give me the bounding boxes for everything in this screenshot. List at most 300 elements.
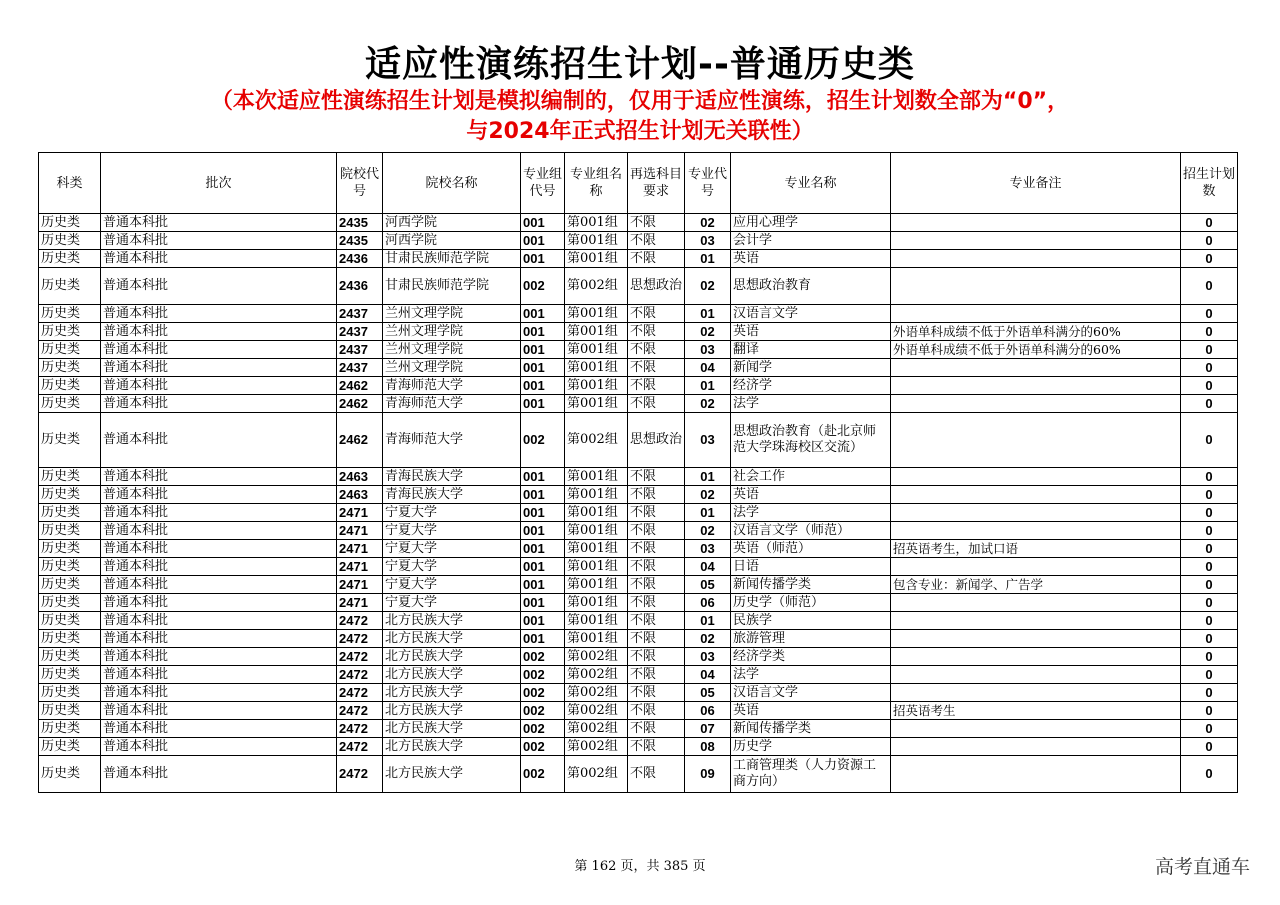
- cell-school-name: 北方民族大学: [383, 630, 521, 648]
- cell-school-code: 2472: [337, 666, 383, 684]
- cell-school-name: 北方民族大学: [383, 702, 521, 720]
- cell-school-code: 2471: [337, 594, 383, 612]
- cell-school-code: 2463: [337, 486, 383, 504]
- cell-subject-req: 不限: [628, 576, 685, 594]
- cell-school-name: 河西学院: [383, 214, 521, 232]
- cell-group-name: 第001组: [565, 558, 628, 576]
- cell-plan-count: 0: [1181, 702, 1238, 720]
- subtitle-line-1: （本次适应性演练招生计划是模拟编制的，仅用于适应性演练，招生计划数全部为“0”，: [210, 89, 1070, 114]
- cell-group-code: 002: [521, 413, 565, 468]
- cell-group-code: 001: [521, 305, 565, 323]
- table-row: [39, 232, 1238, 250]
- cell-batch: 普通本科批: [101, 323, 337, 341]
- cell-batch: 普通本科批: [101, 214, 337, 232]
- cell-subject-req: 不限: [628, 666, 685, 684]
- cell-subject-req: 不限: [628, 305, 685, 323]
- cell-group-name: 第001组: [565, 232, 628, 250]
- col-header-group-code: 专业组代号: [521, 153, 565, 214]
- cell-group-name: 第002组: [565, 648, 628, 666]
- cell-major-notes: [891, 522, 1181, 540]
- table-row: [39, 250, 1238, 268]
- cell-major-notes: [891, 359, 1181, 377]
- cell-group-name: 第001组: [565, 214, 628, 232]
- cell-major-notes: [891, 214, 1181, 232]
- cell-major-code: 02: [685, 486, 731, 504]
- page-number: 第 162 页，共 385 页: [574, 859, 706, 874]
- cell-major-notes: [891, 250, 1181, 268]
- table-row: [39, 540, 1238, 558]
- cell-batch: 普通本科批: [101, 268, 337, 305]
- cell-batch: 普通本科批: [101, 666, 337, 684]
- cell-school-code: 2437: [337, 341, 383, 359]
- cell-category: 历史类: [39, 214, 101, 232]
- cell-school-name: 青海民族大学: [383, 486, 521, 504]
- cell-major-notes: [891, 558, 1181, 576]
- cell-plan-count: 0: [1181, 359, 1238, 377]
- cell-major-code: 04: [685, 666, 731, 684]
- cell-major-code: 01: [685, 468, 731, 486]
- cell-major-code: 02: [685, 268, 731, 305]
- cell-category: 历史类: [39, 702, 101, 720]
- cell-group-code: 001: [521, 522, 565, 540]
- cell-group-code: 001: [521, 395, 565, 413]
- cell-school-name: 北方民族大学: [383, 684, 521, 702]
- cell-plan-count: 0: [1181, 214, 1238, 232]
- cell-plan-count: 0: [1181, 540, 1238, 558]
- cell-major-name: 思想政治教育（赴北京师范大学珠海校区交流）: [731, 413, 891, 468]
- col-header-subject-req: 再选科目要求: [628, 153, 685, 214]
- cell-plan-count: 0: [1181, 738, 1238, 756]
- cell-subject-req: 不限: [628, 395, 685, 413]
- cell-batch: 普通本科批: [101, 232, 337, 250]
- cell-major-name: 法学: [731, 666, 891, 684]
- table-row: [39, 341, 1238, 359]
- table-row: [39, 377, 1238, 395]
- cell-category: 历史类: [39, 468, 101, 486]
- cell-major-name: 翻译: [731, 341, 891, 359]
- cell-group-name: 第001组: [565, 250, 628, 268]
- col-header-category: 科类: [39, 153, 101, 214]
- cell-group-code: 001: [521, 504, 565, 522]
- cell-major-code: 03: [685, 341, 731, 359]
- enrollment-plan-table: [38, 152, 1238, 793]
- cell-group-code: 001: [521, 540, 565, 558]
- cell-plan-count: 0: [1181, 341, 1238, 359]
- cell-school-name: 青海师范大学: [383, 377, 521, 395]
- cell-major-name: 汉语言文学: [731, 305, 891, 323]
- cell-school-name: 宁夏大学: [383, 558, 521, 576]
- cell-plan-count: 0: [1181, 504, 1238, 522]
- cell-plan-count: 0: [1181, 684, 1238, 702]
- cell-major-code: 05: [685, 576, 731, 594]
- cell-subject-req: 不限: [628, 468, 685, 486]
- cell-school-code: 2437: [337, 359, 383, 377]
- table-row: [39, 305, 1238, 323]
- cell-group-name: 第001组: [565, 305, 628, 323]
- cell-major-name: 法学: [731, 395, 891, 413]
- cell-major-code: 04: [685, 558, 731, 576]
- table-row: [39, 630, 1238, 648]
- cell-group-code: 002: [521, 720, 565, 738]
- col-header-plan-count: 招生计划数: [1181, 153, 1238, 214]
- cell-subject-req: 不限: [628, 630, 685, 648]
- cell-school-name: 兰州文理学院: [383, 341, 521, 359]
- table-row: [39, 323, 1238, 341]
- cell-group-code: 001: [521, 594, 565, 612]
- cell-group-name: 第002组: [565, 738, 628, 756]
- cell-major-notes: [891, 468, 1181, 486]
- table-row: [39, 684, 1238, 702]
- cell-batch: 普通本科批: [101, 305, 337, 323]
- cell-plan-count: 0: [1181, 268, 1238, 305]
- cell-category: 历史类: [39, 558, 101, 576]
- cell-batch: 普通本科批: [101, 504, 337, 522]
- cell-group-name: 第001组: [565, 522, 628, 540]
- cell-school-name: 宁夏大学: [383, 522, 521, 540]
- table-row: [39, 359, 1238, 377]
- cell-school-name: 甘肃民族师范学院: [383, 268, 521, 305]
- cell-school-code: 2471: [337, 558, 383, 576]
- cell-major-code: 06: [685, 594, 731, 612]
- cell-batch: 普通本科批: [101, 486, 337, 504]
- table-row: [39, 468, 1238, 486]
- cell-school-name: 兰州文理学院: [383, 359, 521, 377]
- cell-batch: 普通本科批: [101, 612, 337, 630]
- cell-school-code: 2436: [337, 250, 383, 268]
- cell-group-code: 002: [521, 684, 565, 702]
- cell-school-name: 青海民族大学: [383, 468, 521, 486]
- cell-school-code: 2462: [337, 377, 383, 395]
- table-row: [39, 504, 1238, 522]
- cell-school-name: 北方民族大学: [383, 756, 521, 793]
- cell-plan-count: 0: [1181, 468, 1238, 486]
- table-row: [39, 395, 1238, 413]
- table-header-row: [39, 153, 1238, 214]
- cell-category: 历史类: [39, 323, 101, 341]
- cell-school-code: 2437: [337, 323, 383, 341]
- cell-major-notes: 包含专业：新闻学、广告学: [891, 576, 1181, 594]
- cell-major-name: 旅游管理: [731, 630, 891, 648]
- cell-major-name: 英语: [731, 250, 891, 268]
- cell-school-code: 2471: [337, 576, 383, 594]
- cell-subject-req: 不限: [628, 702, 685, 720]
- cell-major-name: 新闻学: [731, 359, 891, 377]
- cell-plan-count: 0: [1181, 576, 1238, 594]
- cell-major-notes: [891, 756, 1181, 793]
- cell-school-name: 兰州文理学院: [383, 323, 521, 341]
- cell-batch: 普通本科批: [101, 540, 337, 558]
- col-header-batch: 批次: [101, 153, 337, 214]
- cell-subject-req: 不限: [628, 612, 685, 630]
- col-header-school-code: 院校代号: [337, 153, 383, 214]
- cell-major-name: 日语: [731, 558, 891, 576]
- cell-subject-req: 不限: [628, 341, 685, 359]
- cell-school-code: 2436: [337, 268, 383, 305]
- cell-group-name: 第001组: [565, 486, 628, 504]
- col-header-school-name: 院校名称: [383, 153, 521, 214]
- table-row: [39, 558, 1238, 576]
- cell-major-name: 工商管理类（人力资源工商方向）: [731, 756, 891, 793]
- cell-plan-count: 0: [1181, 720, 1238, 738]
- cell-subject-req: 不限: [628, 558, 685, 576]
- cell-subject-req: 不限: [628, 486, 685, 504]
- cell-subject-req: 不限: [628, 377, 685, 395]
- cell-school-code: 2471: [337, 522, 383, 540]
- cell-major-notes: [891, 738, 1181, 756]
- cell-major-name: 法学: [731, 504, 891, 522]
- cell-group-code: 001: [521, 630, 565, 648]
- cell-subject-req: 不限: [628, 232, 685, 250]
- cell-group-name: 第001组: [565, 630, 628, 648]
- cell-major-name: 经济学类: [731, 648, 891, 666]
- table-row: [39, 522, 1238, 540]
- cell-plan-count: 0: [1181, 377, 1238, 395]
- cell-major-notes: [891, 684, 1181, 702]
- cell-group-code: 001: [521, 612, 565, 630]
- cell-batch: 普通本科批: [101, 522, 337, 540]
- cell-school-code: 2462: [337, 395, 383, 413]
- cell-major-notes: [891, 486, 1181, 504]
- cell-category: 历史类: [39, 268, 101, 305]
- table-row: [39, 214, 1238, 232]
- cell-batch: 普通本科批: [101, 558, 337, 576]
- cell-category: 历史类: [39, 250, 101, 268]
- table-row: [39, 576, 1238, 594]
- cell-group-code: 001: [521, 323, 565, 341]
- table-row: [39, 702, 1238, 720]
- cell-major-notes: [891, 630, 1181, 648]
- cell-plan-count: 0: [1181, 558, 1238, 576]
- cell-category: 历史类: [39, 413, 101, 468]
- cell-major-name: 英语: [731, 323, 891, 341]
- cell-group-name: 第002组: [565, 413, 628, 468]
- cell-subject-req: 不限: [628, 323, 685, 341]
- cell-group-name: 第002组: [565, 702, 628, 720]
- cell-major-name: 历史学（师范）: [731, 594, 891, 612]
- table-row: [39, 756, 1238, 793]
- cell-school-name: 兰州文理学院: [383, 305, 521, 323]
- cell-subject-req: 不限: [628, 504, 685, 522]
- cell-group-name: 第001组: [565, 504, 628, 522]
- cell-group-name: 第001组: [565, 594, 628, 612]
- cell-batch: 普通本科批: [101, 648, 337, 666]
- cell-group-code: 001: [521, 214, 565, 232]
- cell-major-name: 汉语言文学（师范）: [731, 522, 891, 540]
- cell-group-name: 第002组: [565, 720, 628, 738]
- cell-subject-req: 不限: [628, 359, 685, 377]
- cell-major-notes: 外语单科成绩不低于外语单科满分的60%: [891, 323, 1181, 341]
- cell-group-name: 第002组: [565, 666, 628, 684]
- cell-subject-req: 思想政治: [628, 268, 685, 305]
- cell-school-code: 2437: [337, 305, 383, 323]
- cell-school-name: 宁夏大学: [383, 540, 521, 558]
- cell-batch: 普通本科批: [101, 720, 337, 738]
- cell-major-code: 02: [685, 214, 731, 232]
- cell-plan-count: 0: [1181, 522, 1238, 540]
- cell-major-name: 英语（师范）: [731, 540, 891, 558]
- cell-major-name: 汉语言文学: [731, 684, 891, 702]
- cell-group-code: 002: [521, 756, 565, 793]
- cell-subject-req: 不限: [628, 648, 685, 666]
- cell-school-name: 河西学院: [383, 232, 521, 250]
- cell-batch: 普通本科批: [101, 756, 337, 793]
- cell-category: 历史类: [39, 720, 101, 738]
- cell-school-name: 甘肃民族师范学院: [383, 250, 521, 268]
- cell-category: 历史类: [39, 648, 101, 666]
- cell-school-code: 2472: [337, 738, 383, 756]
- cell-batch: 普通本科批: [101, 377, 337, 395]
- cell-batch: 普通本科批: [101, 630, 337, 648]
- cell-category: 历史类: [39, 594, 101, 612]
- cell-school-code: 2472: [337, 612, 383, 630]
- cell-group-code: 002: [521, 666, 565, 684]
- cell-batch: 普通本科批: [101, 395, 337, 413]
- cell-major-notes: [891, 648, 1181, 666]
- cell-group-name: 第002组: [565, 684, 628, 702]
- cell-major-name: 思想政治教育: [731, 268, 891, 305]
- cell-major-notes: [891, 395, 1181, 413]
- cell-batch: 普通本科批: [101, 341, 337, 359]
- cell-batch: 普通本科批: [101, 702, 337, 720]
- cell-subject-req: 不限: [628, 250, 685, 268]
- cell-group-code: 001: [521, 359, 565, 377]
- cell-group-code: 001: [521, 341, 565, 359]
- cell-plan-count: 0: [1181, 756, 1238, 793]
- cell-major-notes: [891, 504, 1181, 522]
- cell-group-code: 002: [521, 268, 565, 305]
- cell-school-name: 宁夏大学: [383, 504, 521, 522]
- cell-school-name: 北方民族大学: [383, 612, 521, 630]
- cell-major-notes: [891, 305, 1181, 323]
- table-row: [39, 648, 1238, 666]
- cell-school-code: 2472: [337, 630, 383, 648]
- cell-subject-req: 不限: [628, 738, 685, 756]
- cell-major-notes: [891, 268, 1181, 305]
- cell-batch: 普通本科批: [101, 468, 337, 486]
- cell-school-code: 2471: [337, 504, 383, 522]
- cell-group-name: 第001组: [565, 341, 628, 359]
- cell-major-code: 02: [685, 630, 731, 648]
- cell-major-notes: [891, 413, 1181, 468]
- brand-watermark: 高考直通车: [1154, 856, 1250, 878]
- col-header-major-code: 专业代号: [685, 153, 731, 214]
- cell-category: 历史类: [39, 522, 101, 540]
- cell-major-notes: [891, 594, 1181, 612]
- cell-major-code: 03: [685, 413, 731, 468]
- table-row: [39, 738, 1238, 756]
- cell-category: 历史类: [39, 486, 101, 504]
- cell-category: 历史类: [39, 504, 101, 522]
- cell-school-name: 青海师范大学: [383, 413, 521, 468]
- cell-major-code: 02: [685, 323, 731, 341]
- cell-major-notes: 招英语考生，加试口语: [891, 540, 1181, 558]
- table-row: [39, 413, 1238, 468]
- cell-school-name: 北方民族大学: [383, 648, 521, 666]
- cell-major-code: 03: [685, 232, 731, 250]
- cell-category: 历史类: [39, 576, 101, 594]
- cell-school-code: 2472: [337, 720, 383, 738]
- subtitle-line-2: 与2024年正式招生计划无关联性）: [466, 119, 814, 144]
- cell-category: 历史类: [39, 612, 101, 630]
- cell-school-code: 2472: [337, 702, 383, 720]
- cell-major-name: 会计学: [731, 232, 891, 250]
- cell-category: 历史类: [39, 359, 101, 377]
- cell-plan-count: 0: [1181, 232, 1238, 250]
- cell-major-code: 02: [685, 395, 731, 413]
- table-row: [39, 666, 1238, 684]
- cell-plan-count: 0: [1181, 250, 1238, 268]
- cell-major-code: 05: [685, 684, 731, 702]
- cell-major-name: 新闻传播学类: [731, 720, 891, 738]
- cell-major-code: 03: [685, 648, 731, 666]
- cell-major-code: 04: [685, 359, 731, 377]
- cell-plan-count: 0: [1181, 630, 1238, 648]
- table-row: [39, 268, 1238, 305]
- cell-plan-count: 0: [1181, 612, 1238, 630]
- cell-major-name: 英语: [731, 702, 891, 720]
- cell-category: 历史类: [39, 540, 101, 558]
- cell-plan-count: 0: [1181, 395, 1238, 413]
- cell-major-notes: [891, 720, 1181, 738]
- cell-category: 历史类: [39, 684, 101, 702]
- cell-major-code: 02: [685, 522, 731, 540]
- cell-batch: 普通本科批: [101, 413, 337, 468]
- cell-group-name: 第002组: [565, 268, 628, 305]
- cell-subject-req: 不限: [628, 756, 685, 793]
- cell-group-name: 第001组: [565, 359, 628, 377]
- cell-plan-count: 0: [1181, 305, 1238, 323]
- cell-major-notes: [891, 612, 1181, 630]
- cell-batch: 普通本科批: [101, 684, 337, 702]
- cell-group-name: 第001组: [565, 377, 628, 395]
- cell-major-notes: [891, 232, 1181, 250]
- cell-major-notes: [891, 377, 1181, 395]
- cell-school-code: 2463: [337, 468, 383, 486]
- cell-batch: 普通本科批: [101, 359, 337, 377]
- cell-batch: 普通本科批: [101, 250, 337, 268]
- cell-major-code: 01: [685, 504, 731, 522]
- cell-subject-req: 不限: [628, 214, 685, 232]
- cell-group-code: 001: [521, 377, 565, 395]
- cell-group-code: 001: [521, 486, 565, 504]
- cell-school-name: 青海师范大学: [383, 395, 521, 413]
- cell-plan-count: 0: [1181, 413, 1238, 468]
- table-row: [39, 720, 1238, 738]
- cell-major-code: 09: [685, 756, 731, 793]
- cell-category: 历史类: [39, 232, 101, 250]
- cell-category: 历史类: [39, 666, 101, 684]
- cell-school-name: 宁夏大学: [383, 576, 521, 594]
- cell-major-code: 06: [685, 702, 731, 720]
- cell-group-code: 002: [521, 648, 565, 666]
- cell-plan-count: 0: [1181, 648, 1238, 666]
- cell-group-code: 001: [521, 558, 565, 576]
- page-title: 适应性演练招生计划--普通历史类: [365, 44, 915, 85]
- cell-major-code: 01: [685, 305, 731, 323]
- cell-batch: 普通本科批: [101, 594, 337, 612]
- table-row: [39, 612, 1238, 630]
- cell-school-code: 2471: [337, 540, 383, 558]
- cell-group-name: 第001组: [565, 576, 628, 594]
- cell-major-name: 英语: [731, 486, 891, 504]
- cell-group-name: 第001组: [565, 395, 628, 413]
- cell-subject-req: 不限: [628, 594, 685, 612]
- cell-subject-req: 不限: [628, 720, 685, 738]
- col-header-group-name: 专业组名称: [565, 153, 628, 214]
- cell-school-code: 2435: [337, 232, 383, 250]
- cell-plan-count: 0: [1181, 323, 1238, 341]
- cell-group-code: 001: [521, 250, 565, 268]
